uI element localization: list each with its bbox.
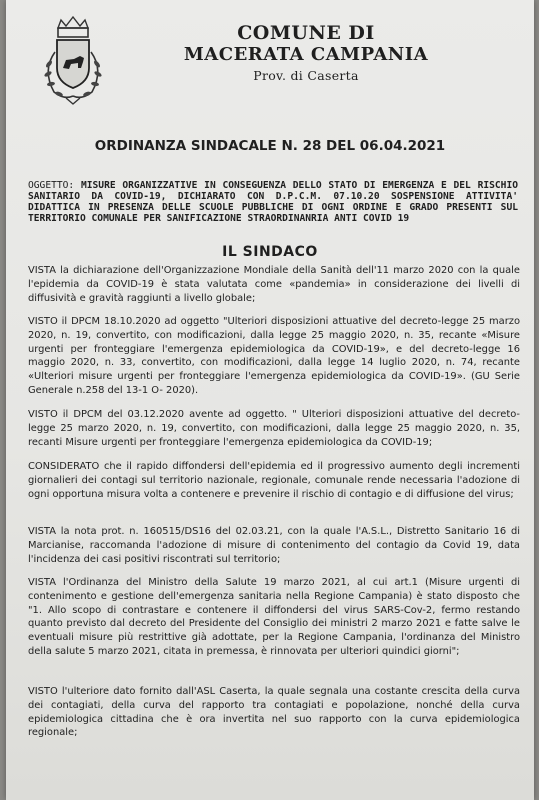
oggetto-label: OGGETTO: bbox=[28, 180, 75, 191]
paragraph-vista-nota-asl: VISTA la nota prot. n. 160515/DS16 del 02.03.21, con la quale l'A.S.L., Distretto Sanitario 16 di Marcianise, raccomanda l'adozione di misure di contenimento del contagio da Covid 19, data l'incidenza dei casi positivi riscontrati sul territorio; bbox=[28, 526, 520, 565]
paragraph-visto-dpcm-18-10: VISTO il DPCM 18.10.2020 ad oggetto "Ulteriori disposizioni attuative del decreto-legge 25 marzo 2020, n. 19, convertito, con modificazioni, dalla legge 25 maggio 2020, n. 35, recante «Misure urgenti per fronteggiare l'emergenza epidemiologica da COVID-19», e del decreto-legge 16 maggio 2020, n. 33, convertito, con modificazioni, dalla legge 14 luglio 2020, n. 74, recante «Ulteriori misure urgenti per fronteggiare l'emergenza epidemiologica da COVID-19». (GU Serie Generale n.258 del 13-1 O- 2020). bbox=[28, 316, 520, 396]
paragraph-visto-dpcm-03-12: VISTO il DPCM del 03.12.2020 avente ad oggetto. " Ulteriori disposizioni attuative del decreto-legge 25 marzo 2020, n. 19, convertito, con modificazioni, dalla legge 25 maggio 2020, n. 35, recanti Misure urgenti per fronteggiare l'emergenza epidemiologica da COVID-19; bbox=[28, 409, 520, 448]
document-page bbox=[6, 0, 534, 800]
sindaco-heading: IL SINDACO bbox=[222, 244, 318, 260]
ordinanza-title: ORDINANZA SINDACALE N. 28 DEL 06.04.2021 bbox=[94, 138, 446, 154]
paragraph-vista-ordinanza-ministro: VISTA l'Ordinanza del Ministro della Salute 19 marzo 2021, al cui art.1 (Misure urgenti di contenimento e gestione dell'emergenza sanitaria nella Regione Campania) è stato disposto che "1. Allo scopo di contrastare e contenere il diffondersi del virus SARS-Cov-2, fermo restando quanto previsto dal decreto del Presidente del Consiglio dei ministri 2 marzo 2021 e fatte salve le eventuali misure più restrittive già adottate, per la Regione Campania, l'ordinanza del Ministro della salute 5 marzo 2021, citata in premessa, è rinnovata per ulteriori quindici giorni"; bbox=[28, 577, 520, 657]
paragraph-considerato: CONSIDERATO che il rapido diffondersi dell'epidemia ed il progressivo aumento degli incrementi giornalieri dei contagi sul territorio nazionale, regionale, comunale rende necessaria l'adozione di ogni opportuna misura volta a contenere e prevenire il rischio di contagio e di diffusione del virus; bbox=[28, 461, 520, 500]
paragraph-vista-oms: VISTA la dichiarazione dell'Organizzazione Mondiale della Sanità dell'11 marzo 2020 con la quale l'epidemia da COVID-19 è stata valutata come «pandemia» in considerazione dei livelli di diffusività e gravità raggiunti a livello globale; bbox=[28, 265, 520, 304]
paragraph-visto-asl-caserta: VISTO l'ulteriore dato fornito dall'ASL Caserta, la quale segnala una costante crescita della curva dei contagiati, della curva del rapporto tra contagiati e popolazione, nonché della curva epidemiologica cittadina che è ora invertita nel suo rapporto con la curva epidemiologica regionale; bbox=[28, 686, 520, 739]
city-heading: MACERATA CAMPANIA bbox=[183, 44, 429, 65]
municipal-crest-icon bbox=[28, 12, 118, 112]
oggetto-block bbox=[28, 180, 518, 224]
comune-heading: COMUNE DI bbox=[237, 22, 375, 44]
province-heading: Prov. di Caserta bbox=[253, 68, 359, 83]
oggetto-text: MISURE ORGANIZZATIVE IN CONSEGUENZA DELLO STATO DI EMERGENZA E DEL RISCHIO SANITARIO DA COVID-19, DICHIARATO CON D.P.C.M. 07.10.20 SOSPENSIONE ATTIVITA' DIDATTICA IN PRESENZA DELLE SCUOLE PUBBLICHE DI OGNI ORDINE E GRADO PRESENTI SUL TERRITORIO COMUNALE PER SANIFICAZIONE STRAORDINANRIA ANTI COVID 19 bbox=[28, 180, 519, 224]
